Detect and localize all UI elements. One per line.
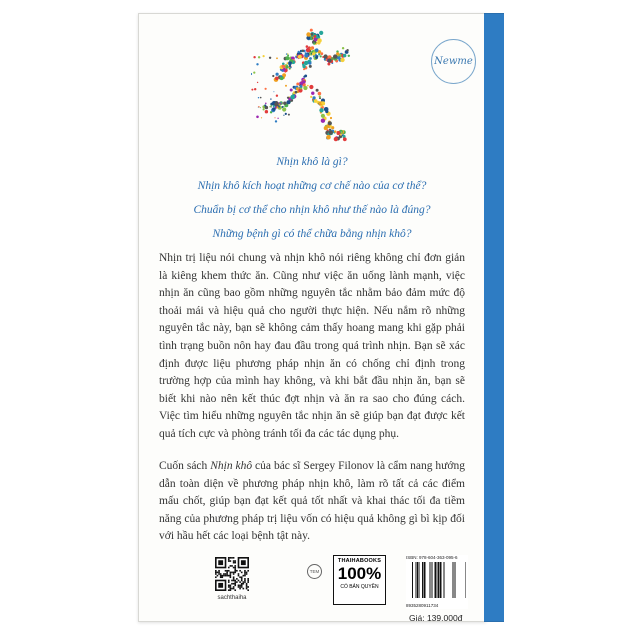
qr-module	[234, 585, 236, 587]
runner-dot	[303, 86, 307, 90]
runner-dot	[264, 104, 266, 106]
qr-module	[230, 573, 232, 575]
barcode-bar	[417, 562, 419, 598]
qr-module	[236, 578, 238, 580]
runner-dot	[319, 108, 323, 112]
runner-dot	[290, 67, 292, 69]
qr-module	[246, 588, 248, 590]
runner-dot	[258, 56, 260, 58]
runner-dot	[253, 56, 255, 58]
qr-module	[233, 562, 235, 564]
runner-dot	[290, 95, 295, 100]
qr-module	[236, 581, 238, 583]
qr-module	[225, 575, 227, 577]
runner-dot	[290, 89, 293, 92]
qr-module	[247, 580, 249, 582]
runner-dot	[288, 114, 290, 116]
qr-module	[244, 578, 246, 580]
qr-module	[238, 580, 240, 582]
runner-dot	[311, 92, 314, 95]
runner-dot	[265, 103, 267, 105]
blue-spine	[484, 13, 504, 622]
runner-dot	[342, 47, 344, 49]
runner-dot	[260, 107, 261, 108]
qr-module	[221, 575, 223, 577]
runner-dot	[290, 62, 292, 64]
qr-module	[228, 570, 230, 572]
runner-dot	[276, 106, 278, 108]
copyright-badge	[333, 555, 386, 605]
runner-dot	[285, 56, 289, 60]
barcode-bar	[435, 562, 437, 598]
runner-dot	[251, 73, 252, 75]
runner-dot	[256, 63, 258, 65]
qr-module	[233, 588, 235, 590]
barcode-bar	[422, 562, 424, 598]
qr-module	[234, 580, 236, 582]
description-paragraph-1: Nhịn trị liệu nói chung và nhịn khô nói riêng không chỉ đơn giản là kiêng khem thức ăn. Cũng như việc ăn uống lành mạnh, việc nhịn ăn cũng bao gồm những nguyên tắc nhằm bảo đảm mức độ thoải mái và hiệu quả cho người thực hiện. Nếu nắm rõ những nguyên tắc này, bạn sẽ không cảm thấy hoang mang khi gặp phải tình trạng buồn nôn hay đau đầu trong quá trình nhịn. Bạn sẽ xác định được liệu phương pháp nhịn ăn có chống chỉ định trong trường hợp của mình hay không, và khi bắt đầu nhịn ăn, bạn sẽ biết khi nào nên kết thúc đợt nhịn và ăn ra sao cho đúng cách. Việc tìm hiểu những nguyên tắc nhịn ăn sẽ giúp bạn đạt được kết quả tích cực và phòng tránh tối đa các tác dụng phụ.	[159, 252, 465, 440]
qr-module	[226, 573, 228, 575]
qr-module	[234, 567, 236, 569]
book-back-cover	[138, 13, 486, 622]
runner-dot	[328, 58, 332, 62]
runner-dot	[337, 131, 341, 135]
runner-dot	[300, 85, 303, 88]
runner-dot	[309, 85, 313, 89]
runner-dot	[328, 126, 330, 128]
qr-module	[226, 572, 228, 574]
book-title-inline: Nhịn khô	[210, 460, 253, 472]
qr-module	[226, 575, 228, 577]
qr-module	[243, 581, 245, 583]
runner-dot	[272, 107, 276, 111]
barcode-bar	[419, 562, 420, 598]
paragraph-2-rest: của bác sĩ Sergey Filonov là cẩm nang hướng dẫn toàn diện về phương pháp nhịn khô, làm rõ tất cả các điểm mấu chốt, giúp bạn đạt kết quả tốt nhất và khai thác tối đa tiềm năng của phương pháp trị liệu vốn có hiệu quả không gì bì kịp đối với hầu hết các loại bệnh tật này.	[159, 460, 465, 543]
runner-dot	[325, 110, 328, 113]
qr-module	[220, 575, 222, 577]
qr-module	[247, 586, 249, 588]
qr-module	[233, 573, 235, 575]
paragraph-2-lead: Cuốn sách	[159, 460, 211, 472]
qr-module	[228, 567, 230, 569]
barcode-bar	[437, 562, 438, 598]
runner-dot	[298, 55, 302, 59]
runner-dot	[283, 106, 284, 107]
runner-dot	[276, 73, 279, 76]
runner-dot	[314, 99, 318, 103]
isbn-text: ISBN: 978-604-363-095-6	[406, 555, 458, 560]
runner-dot	[308, 62, 311, 65]
qr-module	[218, 570, 220, 572]
qr-module	[230, 589, 232, 591]
runner-dot	[319, 31, 323, 35]
qr-module	[230, 557, 232, 559]
qr-module	[234, 581, 236, 583]
qr-module	[215, 573, 217, 575]
runner-dot	[296, 83, 299, 86]
runner-dot	[313, 42, 315, 44]
badge-brand: THAIHABOOKS	[337, 558, 382, 564]
qr-module	[247, 581, 249, 583]
qr-module	[231, 588, 233, 590]
qr-module	[241, 578, 243, 580]
qr-module	[239, 576, 241, 578]
qr-module	[241, 572, 243, 574]
runner-dot	[282, 63, 285, 66]
qr-module	[215, 570, 217, 572]
price-label: Giá: 139.000đ	[409, 613, 463, 623]
qr-module	[220, 573, 222, 575]
runner-dot	[270, 111, 272, 113]
runner-dot	[334, 130, 336, 132]
runner-dot	[298, 51, 300, 53]
runner-dot	[311, 33, 314, 36]
qr-module	[215, 576, 217, 578]
runner-dot	[346, 49, 348, 51]
runner-dot	[314, 35, 317, 38]
runner-dot	[315, 56, 318, 59]
runner-dot	[273, 105, 275, 107]
qr-module	[228, 585, 230, 587]
runner-dot	[286, 65, 289, 68]
qr-module	[228, 575, 230, 577]
authenticity-stamp: TEM	[307, 564, 322, 579]
runner-dot	[271, 105, 272, 106]
qr-module	[226, 570, 228, 572]
barcode-bar	[432, 562, 433, 598]
runner-dot	[321, 105, 323, 107]
qr-module	[233, 578, 235, 580]
qr-module	[230, 565, 232, 567]
qr-module	[241, 576, 243, 578]
runner-dot	[324, 126, 328, 130]
runner-dot	[283, 102, 286, 105]
runner-dot	[282, 107, 286, 111]
qr-module	[230, 575, 232, 577]
qr-module	[230, 576, 232, 578]
runner-dot	[265, 88, 267, 90]
runner-dot	[304, 53, 308, 57]
runner-dot	[275, 120, 277, 122]
qr-module	[218, 583, 223, 588]
qr-module	[215, 572, 217, 574]
qr-module	[233, 572, 235, 574]
qr-module	[228, 559, 230, 561]
qr-module	[246, 573, 248, 575]
runner-dot	[287, 55, 289, 57]
runner-dot	[343, 137, 347, 141]
qr-module	[244, 581, 246, 583]
runner-dot	[276, 57, 278, 59]
runner-dot	[286, 53, 287, 54]
runner-dot	[272, 75, 274, 77]
runner-dot	[348, 55, 350, 57]
runner-dot	[280, 75, 282, 77]
runner-dot	[306, 32, 310, 36]
barcode-bar	[431, 562, 432, 598]
runner-dot	[263, 55, 265, 57]
runner-dot	[313, 96, 316, 99]
qr-module	[246, 572, 248, 574]
qr-module	[231, 557, 233, 559]
qr-module	[223, 575, 225, 577]
runner-dot	[258, 97, 259, 98]
runner-dot	[274, 117, 275, 118]
runner-dot	[317, 38, 322, 43]
qr-module	[230, 585, 232, 587]
qr-module	[246, 585, 248, 587]
qr-label: sachthaiha	[217, 595, 247, 601]
qr-module	[234, 560, 236, 562]
qr-module	[233, 567, 235, 569]
barcode-bar	[424, 562, 426, 598]
qr-module	[246, 586, 248, 588]
qr-module	[230, 586, 232, 588]
qr-module	[230, 572, 232, 574]
runner-dot	[258, 106, 259, 107]
runner-dot	[303, 76, 305, 78]
qr-module	[233, 560, 235, 562]
qr-module	[244, 572, 246, 574]
qr-module	[233, 586, 235, 588]
qr-module	[239, 588, 241, 590]
qr-module	[238, 575, 240, 577]
qr-module	[220, 576, 222, 578]
qr-module	[234, 565, 236, 567]
barcode-bar	[453, 562, 454, 598]
runner-dot	[324, 54, 328, 58]
barcode-bar	[429, 562, 430, 598]
runner-dot	[310, 29, 313, 32]
barcode-bar	[444, 562, 445, 598]
qr-module	[241, 580, 243, 582]
runner-dot	[271, 106, 272, 107]
qr-code	[215, 557, 249, 591]
qr-module	[247, 578, 249, 580]
runner-dot	[310, 96, 312, 98]
barcode-bar	[430, 562, 431, 598]
runner-dot	[257, 82, 258, 83]
runner-dot	[254, 88, 256, 90]
runner-dot	[251, 89, 253, 91]
runner-dot	[309, 65, 312, 68]
qr-module	[238, 586, 240, 588]
runner-dot	[334, 137, 338, 141]
qr-module	[236, 570, 238, 572]
qr-module	[231, 572, 233, 574]
qr-module	[234, 589, 236, 591]
runner-dot	[265, 110, 268, 113]
runner-dot	[273, 91, 274, 92]
runner-dot	[302, 64, 304, 66]
runner-illustration	[251, 22, 371, 150]
publisher-logo: Newme	[431, 39, 476, 84]
runner-dot	[253, 72, 255, 74]
runner-dot	[304, 61, 308, 65]
runner-dot	[327, 63, 330, 66]
qr-module	[225, 570, 227, 572]
runner-dot	[287, 62, 289, 64]
runner-dot	[283, 115, 284, 116]
runner-dot	[340, 58, 344, 62]
runner-dot	[270, 98, 271, 99]
qr-module	[238, 573, 240, 575]
runner-dot	[309, 57, 312, 60]
runner-dot	[281, 102, 283, 104]
qr-module	[234, 583, 236, 585]
question-list	[159, 150, 465, 246]
barcode-bar	[412, 562, 413, 598]
runner-dot	[328, 121, 332, 125]
qr-module	[223, 573, 225, 575]
qr-module	[239, 585, 241, 587]
runner-dot	[320, 55, 322, 57]
qr-module	[239, 581, 241, 583]
runner-dot	[315, 48, 319, 52]
runner-dot	[329, 130, 333, 134]
runner-dot	[318, 92, 322, 96]
qr-module	[218, 560, 223, 565]
qr-module	[230, 560, 232, 562]
runner-dot	[330, 117, 332, 119]
qr-module	[228, 589, 230, 591]
qr-module	[234, 562, 236, 564]
qr-module	[243, 583, 245, 585]
qr-module	[244, 580, 246, 582]
qr-module	[241, 583, 243, 585]
qr-module	[244, 573, 246, 575]
qr-module	[243, 575, 245, 577]
qr-module	[241, 560, 246, 565]
runner-dot	[307, 85, 309, 87]
barcode-area	[406, 555, 468, 609]
qr-module	[241, 585, 243, 587]
runner-dot	[302, 50, 304, 52]
question-3: Chuẩn bị cơ thể cho nhịn khô như thế nào là đúng?	[193, 204, 431, 216]
runner-dot	[333, 54, 337, 58]
qr-module	[247, 589, 249, 591]
runner-dot	[289, 100, 290, 101]
qr-module	[231, 565, 233, 567]
runner-dot	[321, 101, 324, 104]
qr-module	[228, 557, 230, 559]
qr-module	[233, 557, 235, 559]
qr-module	[217, 575, 219, 577]
barcode-bar	[440, 562, 442, 598]
qr-module	[233, 583, 235, 585]
barcode-bar	[416, 562, 417, 598]
runner-dot	[295, 91, 298, 94]
barcode-bar	[454, 562, 455, 598]
question-4: Những bệnh gì có thể chữa bằng nhịn khô?	[212, 228, 412, 240]
qr-module	[228, 581, 230, 583]
runner-dot	[285, 72, 286, 73]
qr-module	[234, 568, 236, 570]
question-2: Nhịn khô kích hoạt những cơ chế nào của cơ thể?	[197, 180, 427, 192]
runner-dot	[274, 102, 278, 106]
barcode-bar	[466, 562, 467, 598]
runner-dot	[338, 56, 340, 58]
qr-module	[241, 586, 243, 588]
runner-dot	[318, 53, 320, 55]
runner-dot	[316, 89, 319, 92]
qr-module	[244, 570, 246, 572]
runner-dot	[256, 116, 259, 119]
barcode	[406, 562, 468, 598]
badge-caption: CÓ BẢN QUYỀN	[340, 584, 379, 590]
qr-module	[217, 572, 219, 574]
runner-dot	[260, 97, 262, 99]
qr-module	[225, 573, 227, 575]
qr-module	[246, 583, 248, 585]
runner-dot	[326, 135, 331, 140]
qr-module	[231, 583, 233, 585]
qr-module	[234, 570, 236, 572]
runner-dot	[275, 77, 279, 81]
question-1: Nhịn khô là gì?	[276, 156, 348, 168]
runner-dot	[306, 45, 309, 48]
runner-dot	[285, 85, 287, 87]
qr-module	[230, 588, 232, 590]
runner-dot	[312, 52, 315, 55]
runner-dot	[302, 80, 305, 83]
qr-module	[243, 588, 245, 590]
qr-module	[218, 573, 220, 575]
qr-module	[228, 580, 230, 582]
runner-dot	[306, 48, 310, 52]
runner-dot	[287, 97, 289, 99]
runner-dot	[321, 114, 325, 118]
runner-dot	[282, 70, 283, 71]
qr-module	[247, 570, 249, 572]
barcode-bar	[438, 562, 440, 598]
runner-dot	[321, 119, 325, 123]
qr-module	[239, 570, 241, 572]
runner-dot	[282, 65, 285, 68]
runner-dot	[343, 54, 347, 58]
barcode-bar	[455, 562, 456, 598]
description-paragraph-2	[159, 458, 465, 546]
qr-module	[231, 580, 233, 582]
qr-module	[218, 572, 220, 574]
qr-module	[233, 576, 235, 578]
qr-module	[239, 586, 241, 588]
runner-dot	[340, 134, 342, 136]
runner-dot	[277, 118, 278, 119]
runner-dot	[261, 117, 262, 118]
runner-dot	[285, 113, 287, 115]
qr-module	[244, 575, 246, 577]
runner-dot	[296, 87, 299, 90]
qr-module	[238, 585, 240, 587]
runner-dot	[263, 108, 265, 110]
runner-dot	[319, 96, 321, 98]
qr-module	[221, 576, 223, 578]
runner-dot	[276, 95, 278, 97]
runner-dot	[269, 57, 271, 59]
qr-module	[233, 580, 235, 582]
barcode-number: 8935280911734	[406, 603, 439, 608]
qr-module	[234, 572, 236, 574]
qr-module	[228, 560, 230, 562]
qr-module	[228, 586, 230, 588]
badge-percent: 100%	[337, 564, 382, 583]
